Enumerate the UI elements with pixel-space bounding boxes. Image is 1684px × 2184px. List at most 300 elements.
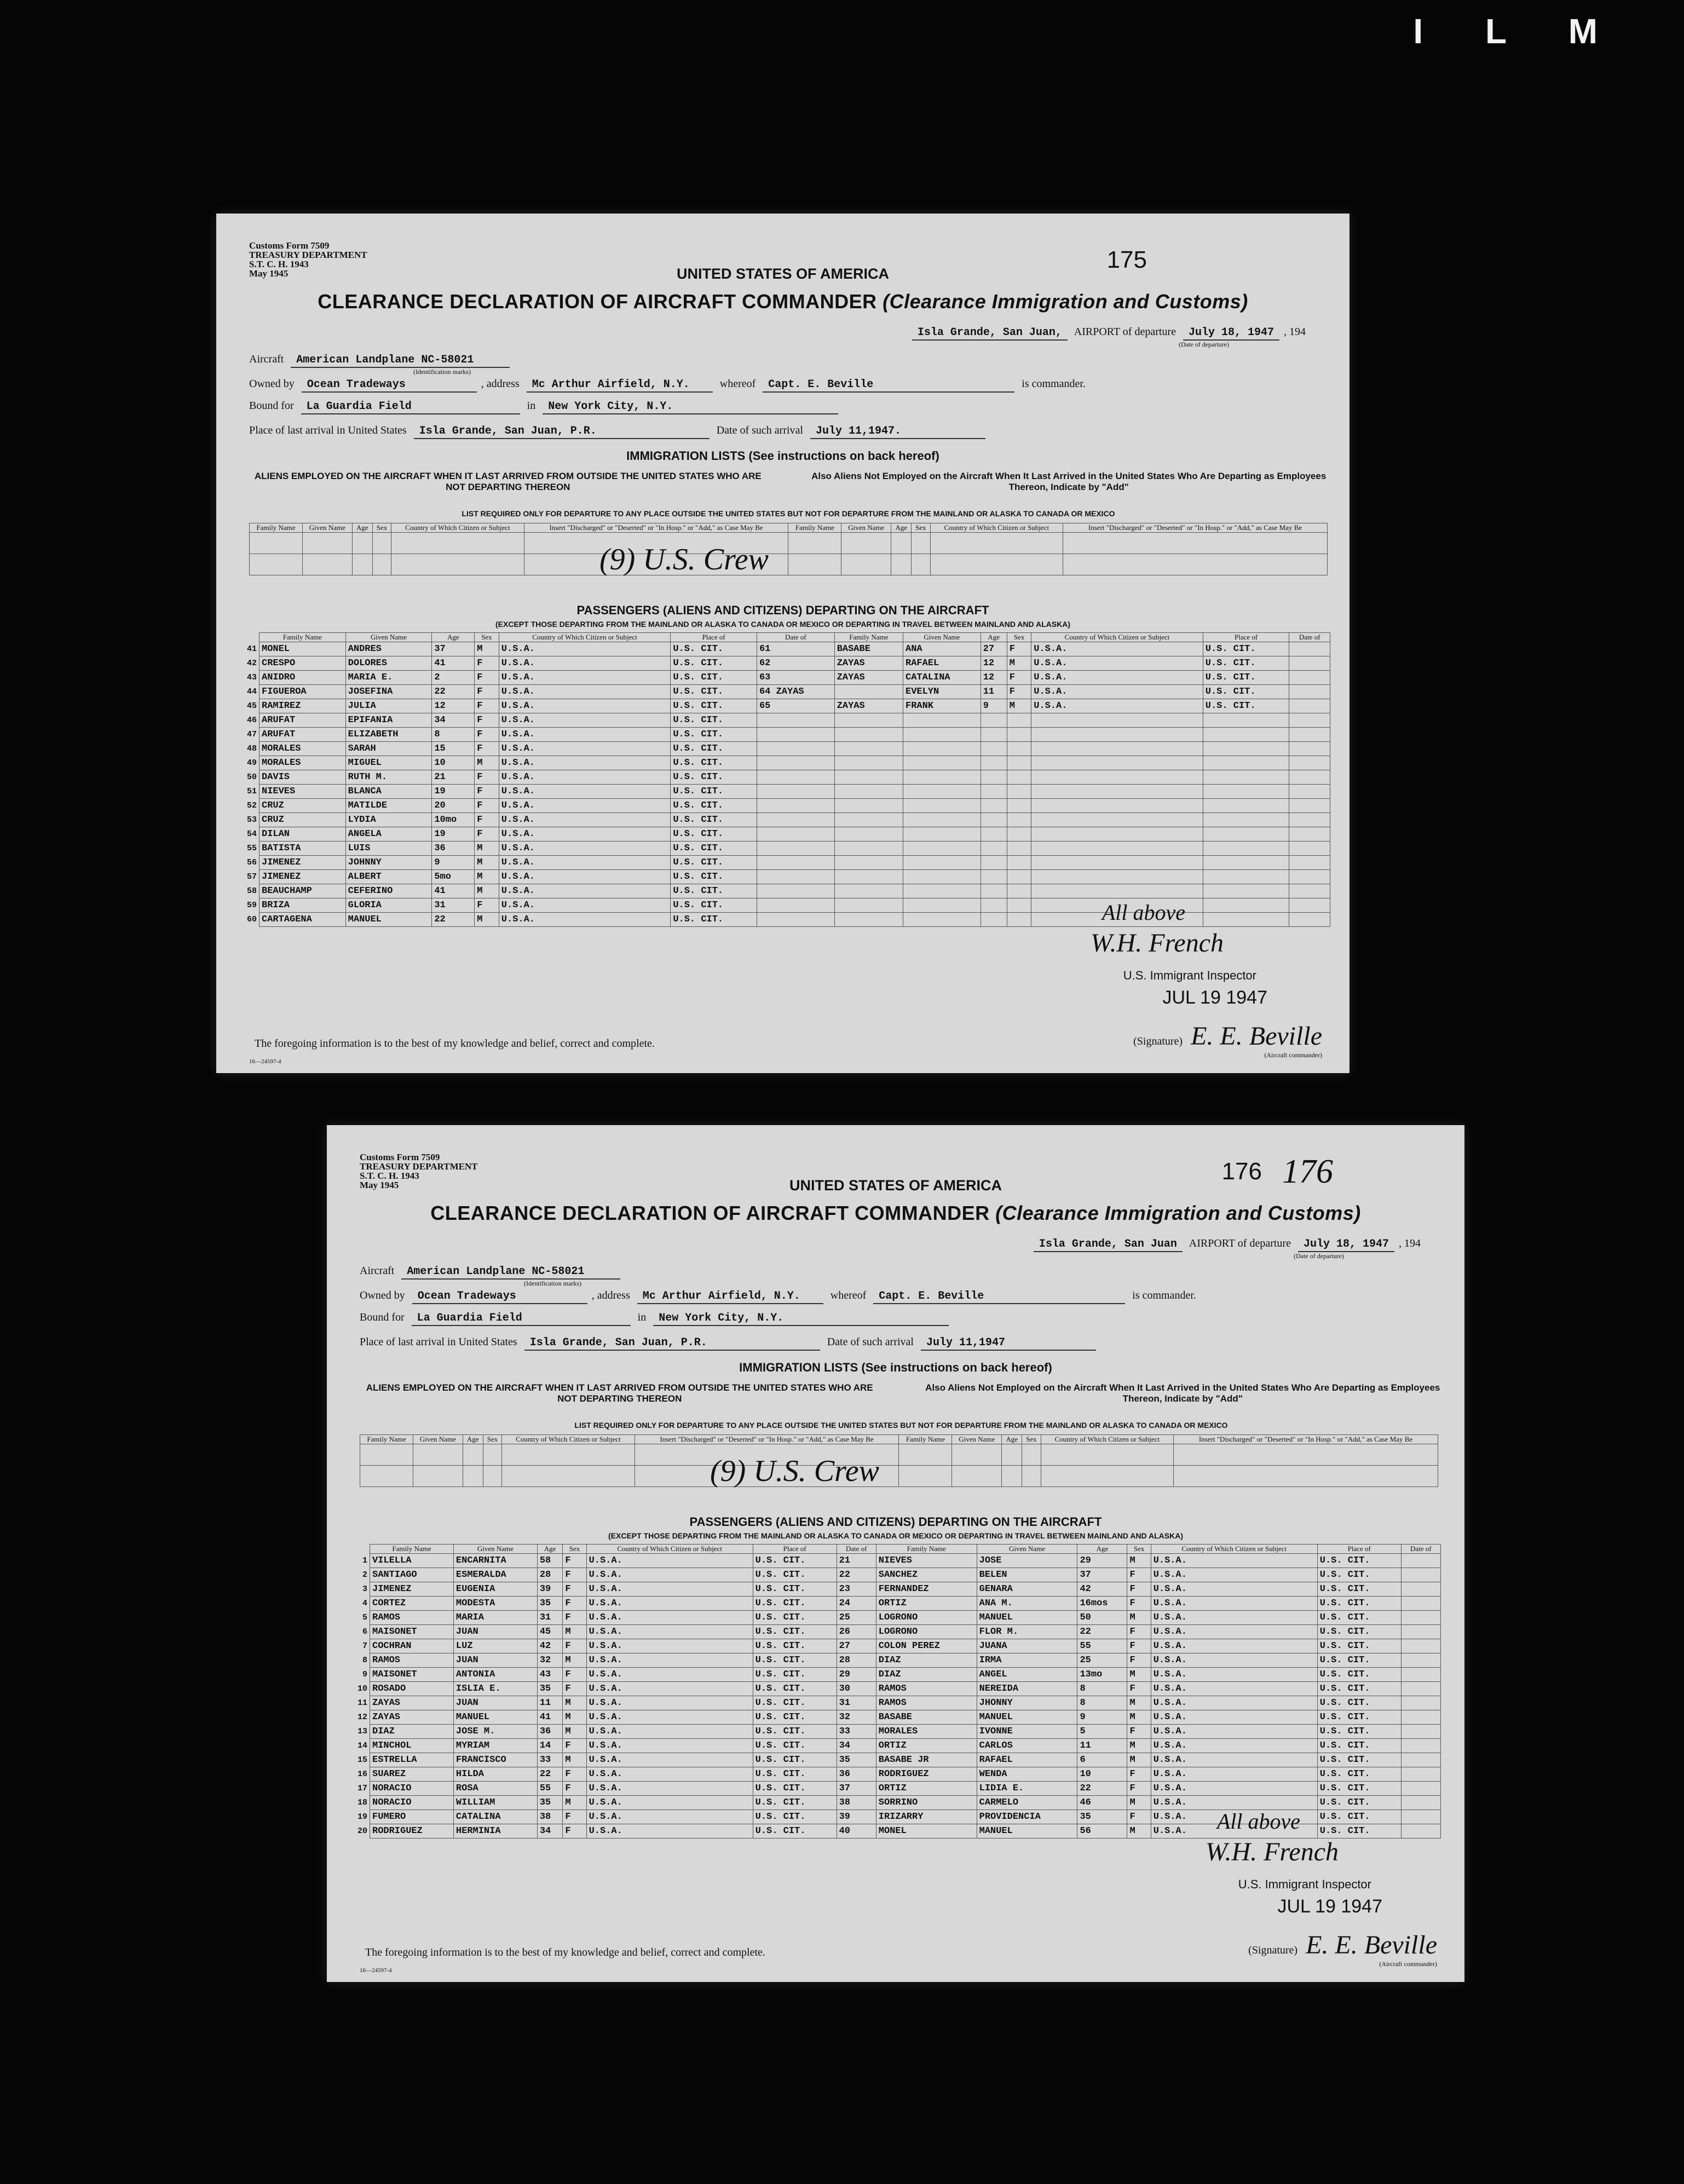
pax-cell: M <box>1127 1554 1151 1568</box>
immigration-lists-heading: IMMIGRATION LISTS (See instructions on back hereof) <box>626 449 939 463</box>
pax-cell: U.S. CIT. <box>1317 1710 1401 1725</box>
pax-cell <box>1401 1739 1440 1753</box>
pax-cell: U.S. CIT. <box>753 1739 837 1753</box>
pax-cell: F <box>475 685 499 699</box>
pax-cell: MORALES <box>259 742 346 756</box>
pax-cell: U.S. CIT. <box>1203 671 1289 685</box>
pax-cell <box>757 742 834 756</box>
pax-cell: 39 <box>537 1582 563 1597</box>
table-row <box>349 1710 1441 1725</box>
row-number: 59 <box>246 901 257 910</box>
pax-cell <box>834 685 903 699</box>
pax-cell <box>1401 1582 1440 1597</box>
pax-cell: RAMOS <box>370 1611 454 1625</box>
pax-cell: 33 <box>837 1725 876 1739</box>
pax-cell: CRESPO <box>259 656 346 671</box>
handwritten-number: 176 <box>1282 1153 1333 1190</box>
pax-cell: U.S. CIT. <box>671 813 757 827</box>
form-ref-line: Customs Form 7509 <box>249 240 330 251</box>
pax-cell: U.S.A. <box>499 756 671 770</box>
pax-cell: 5 <box>1077 1725 1127 1739</box>
pax-cell: U.S.A. <box>499 913 671 927</box>
pax-cell: 42 <box>537 1639 563 1653</box>
pax-cell <box>757 713 834 728</box>
pax-cell: F <box>1127 1682 1151 1696</box>
form-number: 16—24597-4 <box>249 1058 281 1065</box>
pax-header: Country of Which Citizen or Subject <box>1151 1545 1317 1554</box>
pax-cell: 11 <box>537 1696 563 1710</box>
pax-cell: COLON PEREZ <box>876 1639 977 1653</box>
pax-cell: M <box>563 1625 586 1639</box>
pax-cell: MAISONET <box>370 1625 454 1639</box>
pax-cell: ZAYAS <box>834 671 903 685</box>
pax-cell: F <box>563 1739 586 1753</box>
crew-header: Insert "Discharged" or "Deserted" or "In Hosp." or "Add," as Case May Be <box>524 523 788 533</box>
pax-cell: U.S.A. <box>1151 1696 1317 1710</box>
pax-cell: 5mo <box>432 870 475 884</box>
pax-cell: 29 <box>837 1668 876 1682</box>
pax-cell: 2 <box>432 671 475 685</box>
pax-cell: U.S. CIT. <box>671 671 757 685</box>
pax-cell: 26 <box>837 1625 876 1639</box>
pax-cell: U.S.A. <box>586 1568 753 1582</box>
pax-cell: 8 <box>1077 1696 1127 1710</box>
pax-cell: F <box>475 799 499 813</box>
pax-cell: U.S.A. <box>499 742 671 756</box>
row-number: 2 <box>362 1570 367 1580</box>
pax-cell: U.S.A. <box>586 1767 753 1782</box>
pax-cell: 11 <box>1077 1739 1127 1753</box>
pax-cell: MORALES <box>259 756 346 770</box>
list-required-note: LIST REQUIRED ONLY FOR DEPARTURE TO ANY PLACE OUTSIDE THE UNITED STATES BUT NOT FOR DEPARTURE FROM THE MAINLAND OR ALASKA TO CANADA OR MEXICO <box>462 509 1115 518</box>
pax-cell: 22 <box>1077 1625 1127 1639</box>
pax-cell <box>1401 1639 1440 1653</box>
pax-cell: 6 <box>1077 1753 1127 1767</box>
pax-cell <box>757 770 834 785</box>
pax-cell: LYDIA <box>345 813 432 827</box>
title-main: CLEARANCE DECLARATION OF AIRCRAFT COMMANDER <box>318 290 877 313</box>
pax-cell: U.S. CIT. <box>753 1767 837 1782</box>
pax-cell <box>1289 699 1330 713</box>
pax-cell <box>757 785 834 799</box>
pax-header: Given Name <box>345 633 432 642</box>
pax-cell <box>1401 1824 1440 1839</box>
aircraft-label: Aircraft <box>360 1265 395 1277</box>
pax-cell: 25 <box>1077 1653 1127 1668</box>
pax-cell: JULIA <box>345 699 432 713</box>
pax-cell: 40 <box>837 1824 876 1839</box>
pax-cell: U.S.A. <box>586 1810 753 1824</box>
crew-header: Sex <box>372 523 391 533</box>
pax-cell: U.S. CIT. <box>1317 1625 1401 1639</box>
pax-cell: 23 <box>837 1582 876 1597</box>
pax-cell: M <box>475 756 499 770</box>
pax-cell: BLANCA <box>345 785 432 799</box>
pax-cell: U.S. CIT. <box>753 1696 837 1710</box>
pax-cell: CORTEZ <box>370 1597 454 1611</box>
pax-cell: JUAN <box>453 1696 537 1710</box>
crew-header: Insert "Discharged" or "Deserted" or "In Hosp." or "Add," as Case May Be <box>635 1435 899 1444</box>
table-row <box>349 1796 1441 1810</box>
row-number: 7 <box>362 1641 367 1651</box>
passengers-table <box>349 1544 1441 1839</box>
pax-cell: U.S. CIT. <box>671 756 757 770</box>
pax-cell: M <box>563 1753 586 1767</box>
stamped-number: 175 <box>1106 246 1147 273</box>
pax-cell: PROVIDENCIA <box>977 1810 1077 1824</box>
last-arrival-label: Place of last arrival in United States <box>360 1336 517 1348</box>
pax-cell: MYRIAM <box>453 1739 537 1753</box>
clearance-form-2 <box>327 1125 1464 1982</box>
pax-cell: 9 <box>432 856 475 870</box>
pax-cell: U.S.A. <box>1151 1639 1317 1653</box>
pax-cell: 41 <box>432 884 475 898</box>
table-row <box>349 1668 1441 1682</box>
in-label: in <box>637 1311 647 1323</box>
table-row <box>349 1696 1441 1710</box>
pax-cell: M <box>475 870 499 884</box>
airport-place: Isla Grande, San Juan <box>1034 1238 1183 1252</box>
pax-cell: 10 <box>1077 1767 1127 1782</box>
pax-cell: 13mo <box>1077 1668 1127 1682</box>
pax-cell: F <box>475 728 499 742</box>
pax-cell: ROSA <box>453 1782 537 1796</box>
pax-cell: U.S.A. <box>586 1668 753 1682</box>
pax-cell: U.S.A. <box>586 1682 753 1696</box>
pax-cell: EVELYN <box>903 685 981 699</box>
pax-cell: 31 <box>432 898 475 913</box>
pax-cell <box>757 856 834 870</box>
pax-cell: ANIDRO <box>259 671 346 685</box>
pax-cell: 43 <box>537 1668 563 1682</box>
pax-cell: U.S. CIT. <box>1317 1582 1401 1597</box>
pax-cell: ARUFAT <box>259 713 346 728</box>
crew-note: (9) U.S. Crew <box>710 1454 880 1488</box>
pax-cell: 34 <box>537 1824 563 1839</box>
pax-cell: U.S.A. <box>1151 1653 1317 1668</box>
pax-cell: MANUEL <box>977 1611 1077 1625</box>
pax-cell: IRIZARRY <box>876 1810 977 1824</box>
pax-cell: U.S.A. <box>499 656 671 671</box>
pax-cell: F <box>1127 1582 1151 1597</box>
pax-cell: 22 <box>432 685 475 699</box>
pax-cell: 35 <box>537 1682 563 1696</box>
row-number: 55 <box>246 844 257 853</box>
row-number: 53 <box>246 815 257 825</box>
pax-cell: M <box>1127 1753 1151 1767</box>
pax-cell: CARMELO <box>977 1796 1077 1810</box>
pax-cell: ANA <box>903 642 981 656</box>
pax-cell: U.S.A. <box>586 1653 753 1668</box>
pax-cell: LUIS <box>345 842 432 856</box>
pax-cell: U.S.A. <box>499 813 671 827</box>
pax-cell: 28 <box>537 1568 563 1582</box>
crew-header: Sex <box>912 523 930 533</box>
airport-label: AIRPORT of departure <box>1189 1237 1291 1249</box>
pax-cell: RODRIGUEZ <box>370 1824 454 1839</box>
pax-cell: HILDA <box>453 1767 537 1782</box>
aircraft-label: Aircraft <box>249 353 284 365</box>
commander-label: is commander. <box>1022 378 1086 390</box>
passengers-heading: PASSENGERS (ALIENS AND CITIZENS) DEPARTING ON THE AIRCRAFT <box>576 603 989 617</box>
pax-cell: U.S.A. <box>1151 1582 1317 1597</box>
table-row <box>238 699 1330 713</box>
pax-cell: 35 <box>1077 1810 1127 1824</box>
pax-cell: MINCHOL <box>370 1739 454 1753</box>
pax-cell: CATALINA <box>903 671 981 685</box>
pax-cell: FRANCISCO <box>453 1753 537 1767</box>
crew-header: Sex <box>1022 1435 1041 1444</box>
pax-cell: U.S. CIT. <box>1317 1554 1401 1568</box>
table-row <box>238 656 1330 671</box>
pax-cell: U.S.A. <box>499 842 671 856</box>
pax-cell: 14 <box>537 1739 563 1753</box>
pax-cell: BASABE <box>834 642 903 656</box>
owner-value: Ocean Tradeways <box>412 1290 587 1304</box>
row-number: 16 <box>357 1770 367 1779</box>
last-arrival-line <box>360 1336 1443 1351</box>
pax-cell: U.S.A. <box>1151 1568 1317 1582</box>
pax-cell: ARUFAT <box>259 728 346 742</box>
pax-cell: 41 <box>537 1710 563 1725</box>
form-ref-line: Customs Form 7509 <box>360 1152 440 1162</box>
pax-cell: BELEN <box>977 1568 1077 1582</box>
table-row <box>349 1753 1441 1767</box>
row-number: 5 <box>362 1613 367 1622</box>
aliens-headings <box>360 1382 1443 1404</box>
immigration-lists-heading: IMMIGRATION LISTS (See instructions on back hereof) <box>739 1361 1052 1374</box>
pax-cell: F <box>475 699 499 713</box>
owner-value: Ocean Tradeways <box>302 378 477 393</box>
pax-cell: F <box>1127 1568 1151 1582</box>
pax-cell: U.S.A. <box>499 728 671 742</box>
pax-cell: 37 <box>1077 1568 1127 1582</box>
pax-cell: 25 <box>837 1611 876 1625</box>
pax-cell: 8 <box>432 728 475 742</box>
crew-header: Given Name <box>952 1435 1002 1444</box>
pax-cell: 10mo <box>432 813 475 827</box>
pax-cell: ORTIZ <box>876 1597 977 1611</box>
pax-cell: 22 <box>837 1568 876 1582</box>
pax-cell: U.S. CIT. <box>671 884 757 898</box>
pax-cell: U.S. CIT. <box>753 1554 837 1568</box>
pax-cell: 30 <box>837 1682 876 1696</box>
pax-cell: 22 <box>1077 1782 1127 1796</box>
pax-cell: 36 <box>537 1725 563 1739</box>
pax-cell: M <box>475 642 499 656</box>
pax-cell: F <box>563 1824 586 1839</box>
pax-cell: U.S. CIT. <box>753 1753 837 1767</box>
pax-cell <box>1401 1653 1440 1668</box>
pax-cell <box>1289 671 1330 685</box>
pax-cell: COCHRAN <box>370 1639 454 1653</box>
row-number: 46 <box>246 716 257 725</box>
crew-header: Country of Which Citizen or Subject <box>391 523 524 533</box>
pax-cell: U.S. CIT. <box>753 1625 837 1639</box>
address-value: Mc Arthur Airfield, N.Y. <box>527 378 713 393</box>
pax-cell <box>1401 1796 1440 1810</box>
pax-cell: U.S. CIT. <box>671 799 757 813</box>
table-row <box>250 554 1328 575</box>
title-main: CLEARANCE DECLARATION OF AIRCRAFT COMMANDER <box>430 1202 990 1224</box>
pax-cell: U.S. CIT. <box>671 742 757 756</box>
pax-cell: RAFAEL <box>903 656 981 671</box>
crew-header: Family Name <box>250 523 303 533</box>
in-label: in <box>527 400 536 412</box>
pax-cell: ZAYAS <box>834 699 903 713</box>
pax-cell: MANUEL <box>977 1824 1077 1839</box>
pax-cell: U.S.A. <box>1151 1767 1317 1782</box>
pax-cell: ISLIA E. <box>453 1682 537 1696</box>
pax-cell <box>1401 1611 1440 1625</box>
table-row <box>349 1739 1441 1753</box>
pax-cell: U.S. CIT. <box>671 728 757 742</box>
table-row <box>238 799 1330 813</box>
list-required-note: LIST REQUIRED ONLY FOR DEPARTURE TO ANY PLACE OUTSIDE THE UNITED STATES BUT NOT FOR DEPARTURE FROM THE MAINLAND OR ALASKA TO CANADA OR MEXICO <box>574 1421 1228 1430</box>
pax-cell: F <box>1127 1597 1151 1611</box>
pax-cell: F <box>563 1782 586 1796</box>
pax-cell: 31 <box>837 1696 876 1710</box>
pax-cell: U.S.A. <box>499 884 671 898</box>
pax-cell: LUZ <box>453 1639 537 1653</box>
row-number: 1 <box>362 1556 367 1565</box>
pax-cell: 41 <box>432 656 475 671</box>
table-row <box>349 1653 1441 1668</box>
signature-label: (Signature) <box>1133 1035 1183 1047</box>
row-number: 42 <box>246 659 257 668</box>
owned-label: Owned by <box>249 378 295 390</box>
pax-cell: 22 <box>432 913 475 927</box>
table-row <box>238 756 1330 770</box>
row-number: 15 <box>357 1755 367 1765</box>
pax-cell: MANUEL <box>977 1710 1077 1725</box>
commander-label: is commander. <box>1132 1289 1196 1301</box>
pax-cell: 45 <box>537 1625 563 1639</box>
pax-cell: 19 <box>432 827 475 842</box>
pax-cell: U.S. CIT. <box>1203 642 1289 656</box>
passengers-heading: PASSENGERS (ALIENS AND CITIZENS) DEPARTING ON THE AIRCRAFT <box>689 1515 1102 1529</box>
last-arrival-value: Isla Grande, San Juan, P.R. <box>524 1336 820 1351</box>
pax-cell: U.S.A. <box>499 856 671 870</box>
pax-cell: M <box>1127 1611 1151 1625</box>
table-row <box>238 770 1330 785</box>
pax-cell: U.S.A. <box>586 1782 753 1796</box>
pax-cell: U.S.A. <box>586 1554 753 1568</box>
pax-cell <box>1401 1725 1440 1739</box>
table-row <box>238 728 1330 742</box>
row-number: 13 <box>357 1727 367 1736</box>
pax-cell <box>1401 1554 1440 1568</box>
pax-cell: 16mos <box>1077 1597 1127 1611</box>
crew-header: Family Name <box>360 1435 413 1444</box>
pax-cell: FIGUEROA <box>259 685 346 699</box>
pax-cell: U.S. CIT. <box>753 1710 837 1725</box>
pax-cell: M <box>475 884 499 898</box>
pax-header: Given Name <box>453 1545 537 1554</box>
arrival-date-label: Date of such arrival <box>716 424 803 436</box>
pax-cell: NIEVES <box>876 1554 977 1568</box>
pax-cell: F <box>563 1611 586 1625</box>
pax-cell: U.S.A. <box>586 1639 753 1653</box>
pax-header: Place of <box>1317 1545 1401 1554</box>
pax-cell: ALBERT <box>345 870 432 884</box>
pax-cell: RAMOS <box>876 1682 977 1696</box>
film-frame-mark: I L M <box>1413 11 1624 51</box>
pax-cell: U.S.A. <box>1031 699 1203 713</box>
crew-header-row <box>250 523 1328 533</box>
pax-cell: ANGELA <box>345 827 432 842</box>
pax-cell <box>757 799 834 813</box>
pax-cell: U.S. CIT. <box>753 1639 837 1653</box>
row-number: 41 <box>246 644 257 654</box>
pax-cell: DIAZ <box>876 1668 977 1682</box>
pax-cell: U.S. CIT. <box>753 1611 837 1625</box>
pax-cell: U.S.A. <box>1151 1625 1317 1639</box>
crew-header: Country of Which Citizen or Subject <box>930 523 1063 533</box>
pax-cell: EUGENIA <box>453 1582 537 1597</box>
row-number: 45 <box>246 701 257 711</box>
pax-cell <box>1401 1597 1440 1611</box>
pax-cell: GLORIA <box>345 898 432 913</box>
pax-cell: U.S.A. <box>1151 1554 1317 1568</box>
pax-cell: MANUEL <box>345 913 432 927</box>
pax-cell <box>1289 656 1330 671</box>
form-ref-line: TREASURY DEPARTMENT <box>249 250 367 260</box>
table-row <box>238 642 1330 656</box>
pax-cell: F <box>563 1682 586 1696</box>
pax-cell <box>1401 1810 1440 1824</box>
pax-cell: F <box>563 1597 586 1611</box>
table-row <box>238 713 1330 728</box>
pax-cell: JOHNNY <box>345 856 432 870</box>
pax-cell: 39 <box>837 1810 876 1824</box>
row-number: 44 <box>246 687 257 696</box>
pax-cell: U.S. CIT. <box>671 642 757 656</box>
pax-cell: NORACIO <box>370 1782 454 1796</box>
pax-cell: U.S.A. <box>1151 1810 1317 1824</box>
pax-cell: M <box>1007 699 1031 713</box>
commander-caption: (Aircraft commander) <box>1264 1051 1322 1059</box>
pax-header: Given Name <box>903 633 981 642</box>
pax-cell: RAMOS <box>876 1696 977 1710</box>
row-number: 52 <box>246 801 257 810</box>
bound-city-value: New York City, N.Y. <box>543 400 838 414</box>
pax-cell <box>1289 685 1330 699</box>
title-italic: (Clearance Immigration and Customs) <box>995 1202 1361 1224</box>
arrival-date-value: July 11,1947 <box>921 1336 1096 1351</box>
pax-cell: U.S. CIT. <box>1317 1725 1401 1739</box>
pax-cell: DAVIS <box>259 770 346 785</box>
row-number: 11 <box>357 1698 367 1708</box>
commander-signature-block <box>1248 1930 1437 1968</box>
pax-cell: F <box>475 671 499 685</box>
arrival-date-value: July 11,1947. <box>810 425 985 439</box>
pax-cell: FLOR M. <box>977 1625 1077 1639</box>
pax-cell: U.S.A. <box>586 1625 753 1639</box>
pax-cell: FERNANDEZ <box>876 1582 977 1597</box>
crew-header: Sex <box>483 1435 501 1444</box>
pax-cell: U.S.A. <box>1031 642 1203 656</box>
pax-cell: MODESTA <box>453 1597 537 1611</box>
pax-cell: M <box>563 1796 586 1810</box>
pax-cell: 20 <box>432 799 475 813</box>
inspector-signature: W.H. French <box>1090 929 1224 958</box>
airport-place: Isla Grande, San Juan, <box>912 326 1068 341</box>
pax-cell: U.S.A. <box>499 685 671 699</box>
pax-cell: 62 <box>757 656 834 671</box>
pax-header: Place of <box>1203 633 1289 642</box>
pax-cell: HERMINIA <box>453 1824 537 1839</box>
